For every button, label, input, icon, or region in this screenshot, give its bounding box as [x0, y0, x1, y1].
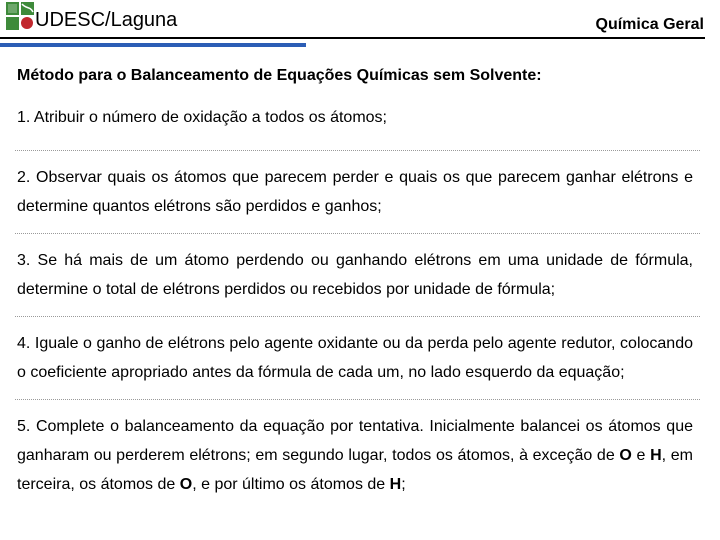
step-bold-text: O	[619, 447, 632, 464]
course-title: Química Geral	[595, 16, 704, 33]
step-bold-text: H	[650, 447, 662, 464]
udesc-logo-icon	[6, 2, 38, 32]
step-item	[17, 163, 693, 221]
step-text: , em terceira, os átomos de	[17, 447, 693, 493]
step-text: 2. Observar quais os átomos que parecem perder e quais os que parecem ganhar elétrons e determine quantos elétrons são perdidos e ganhos;	[17, 169, 693, 215]
step-separator	[15, 399, 700, 400]
step-item	[17, 246, 693, 304]
step-bold-text: O	[179, 476, 193, 493]
slide-content	[17, 66, 693, 511]
step-item	[17, 108, 693, 128]
step-item	[17, 329, 693, 387]
step-separator	[15, 150, 700, 151]
step-separator	[15, 316, 700, 317]
institution-name: UDESC/Laguna	[35, 9, 178, 31]
step-item	[17, 412, 693, 499]
step-text: e	[631, 447, 651, 464]
slide-header	[0, 0, 720, 48]
header-divider	[0, 37, 705, 39]
step-separator	[15, 233, 700, 234]
step-text: 4. Iguale o ganho de elétrons pelo agente oxidante ou da perda pelo agente redutor, colocando o coeficiente apropriado antes da fórmula de cada um, no lado esquerdo da equação;	[17, 335, 693, 381]
step-text: ;	[401, 476, 406, 493]
step-bold-text: H	[389, 476, 402, 493]
accent-bar	[0, 43, 306, 47]
section-title: Método para o Balanceamento de Equações Químicas sem Solvente:	[17, 67, 542, 84]
step-text: 5. Complete o balanceamento da equação por tentativa. Inicialmente balancei os átomos que ganharam ou perderem elétrons; em segundo lugar, todos os átomos, à exceção de	[17, 418, 693, 464]
step-text: 3. Se há mais de um átomo perdendo ou ganhando elétrons em uma unidade de fórmula, determine o total de elétrons perdidos ou recebidos por unidade de fórmula;	[17, 252, 693, 298]
step-text: , e por último os átomos de	[192, 476, 390, 493]
steps-list	[17, 108, 693, 499]
step-text: 1. Atribuir o número de oxidação a todos os átomos;	[17, 109, 387, 126]
